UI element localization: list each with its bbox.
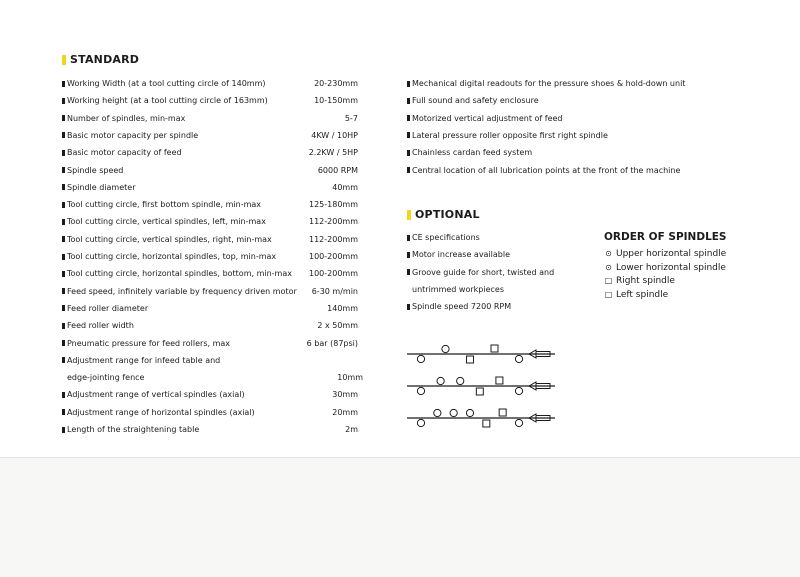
standard-heading: STANDARD (62, 53, 139, 67)
bullet-icon (407, 81, 410, 87)
spec-label: Tool cutting circle, vertical spindles, right, min-max (67, 234, 272, 244)
spec-label: Adjustment range for infeed table and (67, 355, 221, 365)
spec-row (62, 162, 358, 179)
bullet-icon (62, 409, 65, 415)
spec-label: Basic motor capacity of feed (67, 148, 182, 158)
spindle-order-diagrams (405, 342, 565, 442)
lower-horizontal-spindle (515, 419, 522, 426)
spec-row (62, 231, 358, 248)
spindle-legend-item (604, 261, 726, 275)
bullet-icon (407, 235, 410, 241)
left-spindle (476, 388, 483, 395)
spec-label: Number of spindles, min-max (67, 113, 186, 123)
bullet-icon (62, 202, 65, 208)
optional-text: CE specifications (412, 233, 480, 242)
spec-label: Adjustment range of vertical spindles (axial) (67, 390, 245, 400)
spec-label: Pneumatic pressure for feed rollers, max (67, 338, 231, 348)
spindle-legend-label: Left spindle (616, 289, 669, 300)
right-spindle (496, 377, 503, 384)
spec-row (62, 110, 358, 127)
bullet-icon (407, 252, 410, 258)
spindle-legend-label: Lower horizontal spindle (616, 262, 726, 273)
spindle-legend-label: Right spindle (616, 276, 675, 287)
spec-value: 2 x 50mm (317, 321, 358, 331)
spec-value: 112-200mm (308, 217, 358, 227)
spec-value: 4KW / 10HP (311, 130, 358, 140)
feature-text: Mechanical digital readouts for the pressure shoes & hold-down unit (412, 79, 686, 88)
feature-item (407, 127, 608, 144)
feature-item (407, 75, 685, 92)
spec-row (62, 265, 358, 282)
order-of-spindles-title: ORDER OF SPINDLES (604, 231, 727, 243)
spindle-legend-item (604, 247, 726, 261)
spec-row (62, 352, 358, 369)
spec-row (62, 144, 358, 161)
spec-value: 20mm (332, 407, 358, 417)
feature-text: Central location of all lubrication points at the front of the machine (412, 165, 681, 175)
spec-label: Feed roller width (67, 321, 134, 331)
spec-value: 6000 RPM (317, 165, 358, 175)
optional-item (407, 264, 554, 281)
spec-row (62, 196, 358, 213)
lower-horizontal-spindle (515, 387, 522, 394)
bullet-icon (407, 269, 410, 275)
bullet-icon (407, 304, 410, 310)
bullet-icon (62, 167, 65, 173)
spec-value: 10-150mm (314, 96, 358, 106)
spec-value: 100-200mm (308, 252, 358, 261)
square-icon: □ (604, 276, 613, 286)
spindle-legend-item (604, 274, 675, 288)
bullet-icon (62, 271, 65, 277)
feature-item (407, 92, 539, 109)
spec-value: 5-7 (344, 113, 358, 123)
spec-label: Tool cutting circle, vertical spindles, left, min-max (67, 217, 266, 227)
spec-value: 6 bar (87psi) (306, 338, 358, 348)
spec-value: 6-30 m/min (311, 286, 358, 296)
spec-label: Basic motor capacity per spindle (67, 130, 199, 140)
bullet-icon (62, 98, 65, 104)
bullet-icon (62, 392, 65, 398)
bullet-icon (62, 254, 65, 260)
spec-row (62, 386, 358, 403)
spec-row (62, 213, 358, 230)
upper-horizontal-spindle (450, 409, 457, 416)
bullet-icon (407, 115, 410, 121)
spec-value: 125-180mm (308, 200, 358, 210)
feature-item (407, 144, 532, 161)
spec-row (62, 283, 358, 300)
bullet-icon (62, 81, 65, 87)
spec-value: 140mm (327, 303, 358, 313)
bullet-icon (407, 132, 410, 138)
spec-row (62, 92, 358, 109)
spec-row (62, 248, 358, 265)
bullet-icon (407, 150, 410, 156)
spec-label: Tool cutting circle, first bottom spindle, min-max (67, 200, 262, 210)
feature-text: Motorized vertical adjustment of feed (412, 113, 563, 123)
bullet-icon (62, 236, 65, 242)
spec-row (62, 421, 358, 438)
right-spindle (491, 345, 498, 352)
right-spindle (499, 409, 506, 416)
feature-item (407, 162, 680, 179)
spec-value: 30mm (332, 390, 358, 400)
upper-horizontal-spindle (457, 377, 464, 384)
bullet-icon (62, 184, 65, 190)
spec-value: 40mm (332, 182, 358, 192)
bullet-icon (62, 357, 65, 363)
spec-label: Adjustment range of horizontal spindles (axial) (67, 407, 255, 417)
spec-row (62, 179, 358, 196)
lower-horizontal-spindle (417, 355, 424, 362)
spec-value: 10mm (337, 373, 363, 383)
bullet-icon (62, 219, 65, 225)
optional-heading: OPTIONAL (407, 208, 480, 222)
spec-label: Tool cutting circle, horizontal spindles, top, min-max (67, 252, 277, 261)
spec-label: Working Width (at a tool cutting circle of 140mm) (67, 79, 266, 88)
optional-text: Motor increase available (412, 250, 511, 260)
spec-value: 100-200mm (308, 269, 358, 279)
upper-horizontal-spindle (437, 377, 444, 384)
bullet-icon (62, 427, 65, 433)
bullet-icon (62, 115, 65, 121)
optional-text: Groove guide for short, twisted and (412, 267, 555, 277)
spec-label: Tool cutting circle, horizontal spindles, bottom, min-max (67, 269, 292, 279)
bullet-icon (62, 323, 65, 329)
bullet-icon (407, 167, 410, 173)
spec-row (62, 127, 358, 144)
optional-item (407, 229, 480, 246)
feature-item (407, 110, 563, 127)
lower-horizontal-spindle (417, 419, 424, 426)
spec-label: Feed roller diameter (67, 303, 149, 313)
bullet-icon (62, 340, 65, 346)
feature-text: Lateral pressure roller opposite first right spindle (412, 130, 608, 140)
spec-row (62, 335, 358, 352)
left-spindle (483, 420, 490, 427)
spec-label: Spindle speed (67, 165, 124, 175)
spindle-legend-label: Upper horizontal spindle (616, 249, 727, 259)
lower-horizontal-spindle (417, 387, 424, 394)
circle-dot-icon: ⊙ (605, 249, 612, 258)
optional-text: Spindle speed 7200 RPM (412, 302, 512, 312)
spec-value: 112-200mm (308, 234, 358, 244)
square-icon: □ (604, 289, 613, 299)
upper-horizontal-spindle (466, 409, 473, 416)
spec-label: Spindle diameter (67, 182, 136, 192)
spec-row (62, 317, 358, 334)
page-fold-line (0, 457, 800, 458)
left-spindle (467, 356, 474, 363)
optional-item (407, 298, 511, 315)
spec-value: 2m (345, 425, 358, 434)
upper-horizontal-spindle (442, 345, 449, 352)
spec-label: Feed speed, infinitely variable by frequency driven motor (67, 286, 297, 296)
bullet-icon (407, 98, 410, 104)
optional-text: untrimmed workpieces (412, 284, 504, 294)
spec-value: 20-230mm (314, 79, 358, 88)
bullet-icon (62, 150, 65, 156)
optional-item (407, 281, 504, 298)
bullet-icon (62, 132, 65, 138)
upper-horizontal-spindle (434, 409, 441, 416)
spec-label: edge-jointing fence (67, 373, 145, 383)
spec-label: Length of the straightening table (67, 425, 200, 434)
bullet-icon (62, 305, 65, 311)
lower-horizontal-spindle (515, 355, 522, 362)
spec-value: 2.2KW / 5HP (308, 148, 358, 158)
spec-label: Working height (at a tool cutting circle of 163mm) (67, 96, 268, 106)
spec-row (62, 300, 358, 317)
bullet-icon (62, 288, 65, 294)
circle-dot-icon: ⊙ (605, 262, 612, 272)
spec-row (62, 404, 358, 421)
feature-text: Full sound and safety enclosure (412, 96, 539, 106)
optional-item (407, 246, 510, 263)
spec-row (62, 75, 358, 92)
feature-text: Chainless cardan feed system (412, 148, 533, 158)
spindle-legend-item (604, 288, 668, 302)
spec-row (62, 369, 363, 386)
